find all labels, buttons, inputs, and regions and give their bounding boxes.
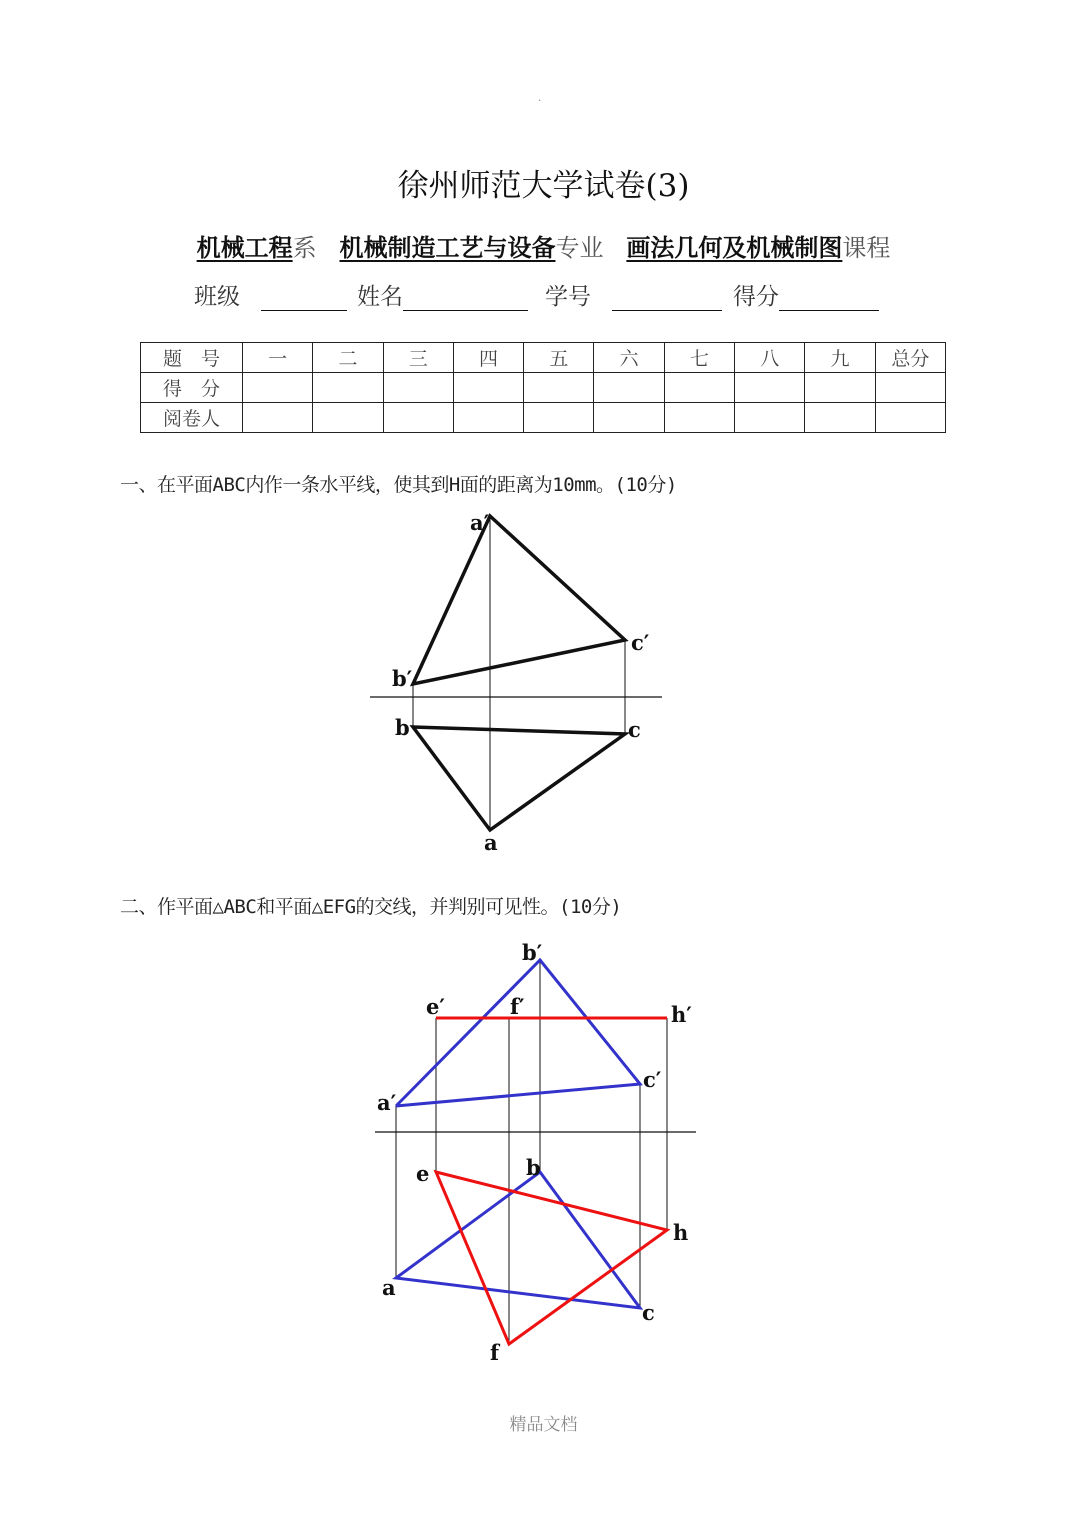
label-a-prime: a′: [470, 510, 490, 535]
question-2: 二、作平面△ABC和平面△EFG的交线，并判别可见性。(10分): [120, 896, 622, 918]
label-c-prime: c′: [643, 1067, 662, 1092]
footer-watermark: 精品文档: [509, 1415, 578, 1435]
course-name: 画法几何及机械制图: [626, 233, 843, 262]
label-c: c: [642, 1300, 655, 1325]
question-1: 一、在平面ABC内作一条水平线，使其到H面的距离为10mm。(10分): [120, 474, 677, 496]
header-cell: 九: [805, 343, 875, 373]
course-suffix: 课程: [842, 234, 891, 262]
triangle-efh-top-view: [436, 1172, 667, 1344]
major-suffix: 专业: [555, 234, 604, 262]
label-a-prime: a′: [377, 1090, 397, 1115]
header-cell: 二: [313, 343, 383, 373]
header-cell: 总分: [875, 343, 945, 373]
header-cell: 题 号: [141, 343, 243, 373]
label-c-prime: c′: [631, 630, 650, 655]
header-mark: ·: [538, 96, 542, 107]
label-a: a: [382, 1275, 396, 1300]
header-cell: 四: [453, 343, 523, 373]
header-cell: 七: [664, 343, 734, 373]
label-f-prime: f′: [510, 994, 525, 1019]
header-cell: 三: [383, 343, 453, 373]
label-b-prime: b′: [392, 666, 413, 691]
triangle-abc-front-view: [396, 960, 640, 1106]
label-e: e: [416, 1161, 430, 1186]
dept-suffix: 系: [292, 234, 317, 262]
row-label: 得 分: [141, 373, 243, 403]
label-c: c: [628, 717, 641, 742]
header-cell: 八: [735, 343, 805, 373]
label-b: b: [526, 1155, 541, 1180]
label-e-prime: e′: [426, 994, 445, 1019]
dept-name: 机械工程: [196, 233, 293, 262]
class-label: 班级: [194, 284, 240, 310]
label-h-prime: h′: [671, 1002, 692, 1027]
label-a: a: [484, 830, 498, 855]
page-title: 徐州师范大学试卷(3): [397, 168, 690, 204]
label-f: f: [490, 1340, 500, 1365]
student-id-label: 学号: [545, 284, 591, 310]
label-h: h: [673, 1220, 689, 1245]
label-b-prime: b′: [522, 940, 543, 965]
major-name: 机械制造工艺与设备: [339, 233, 556, 262]
header-cell: 五: [524, 343, 594, 373]
header-cell: 六: [594, 343, 664, 373]
score-label: 得分: [733, 284, 779, 310]
header-cell: 一: [243, 343, 313, 373]
name-label: 姓名: [357, 284, 403, 310]
row-label: 阅卷人: [141, 403, 243, 433]
label-b: b: [395, 715, 410, 740]
